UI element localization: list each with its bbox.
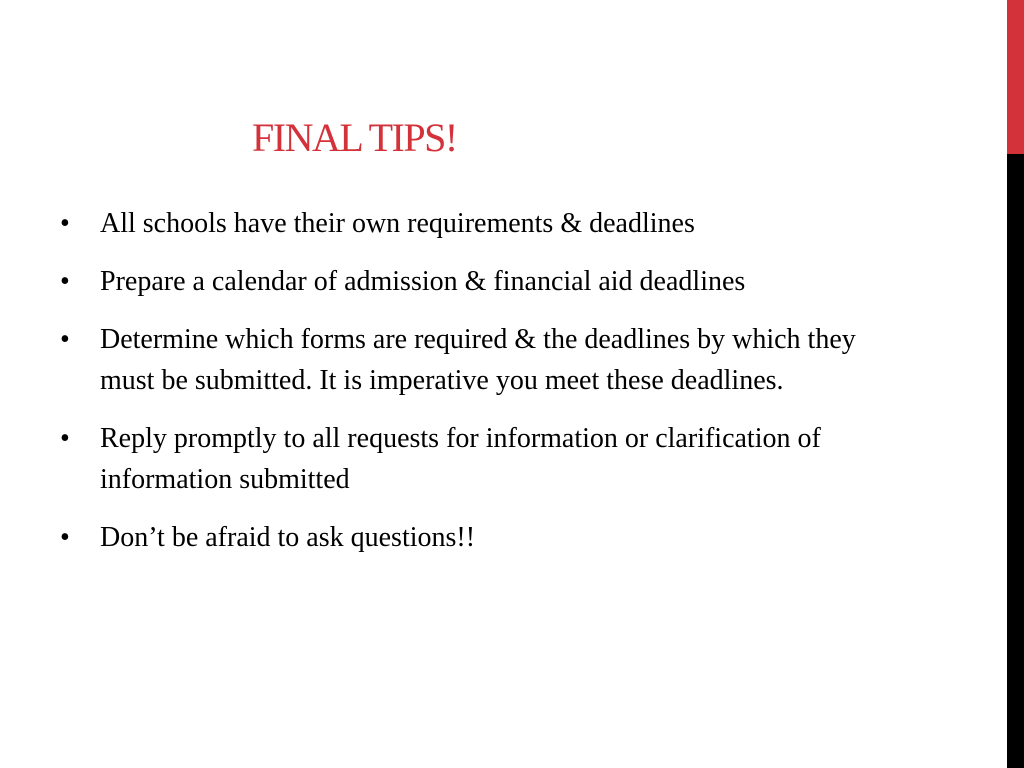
bullet-list xyxy=(60,203,890,575)
slide-title: FINAL TIPS! xyxy=(252,115,457,160)
bullet-dot-icon: • xyxy=(60,423,70,454)
bullet-text: Determine which forms are required & the deadlines by which they must be submitted. It is imperative you meet these deadlines. xyxy=(100,324,856,396)
bullet-item xyxy=(60,517,890,558)
bullet-text: All schools have their own requirements & deadlines xyxy=(100,208,695,239)
accent-bar-red xyxy=(1007,0,1024,154)
bullet-text: Don’t be afraid to ask questions!! xyxy=(100,522,476,553)
bullet-item xyxy=(60,203,890,244)
accent-bar-black xyxy=(1007,154,1024,768)
bullet-dot-icon: • xyxy=(60,324,70,355)
bullet-dot-icon: • xyxy=(60,208,70,239)
bullet-dot-icon: • xyxy=(60,266,70,297)
bullet-text: Reply promptly to all requests for information or clarification of information submitted xyxy=(100,423,821,495)
bullet-text: Prepare a calendar of admission & financial aid deadlines xyxy=(100,266,746,297)
bullet-item xyxy=(60,261,890,302)
accent-bar xyxy=(1007,0,1024,768)
bullet-item xyxy=(60,418,890,500)
bullet-dot-icon: • xyxy=(60,522,70,553)
bullet-item xyxy=(60,319,890,401)
